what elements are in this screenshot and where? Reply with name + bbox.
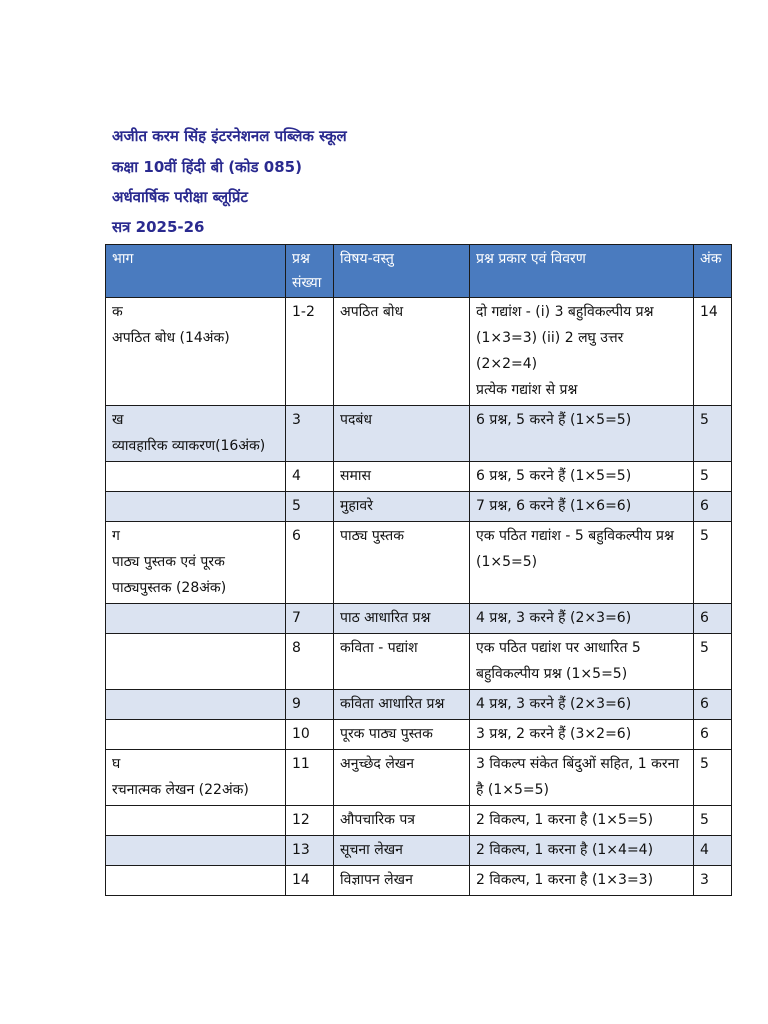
details-cell: 6 प्रश्न, 5 करने हैं (1×5=5): [470, 462, 694, 492]
details-cell: 3 प्रश्न, 2 करने हैं (3×2=6): [470, 720, 694, 750]
marks-cell: 3: [694, 866, 732, 896]
table-row: [106, 690, 732, 720]
details-cell: 2 विकल्प, 1 करना है (1×4=4): [470, 836, 694, 866]
question-number-cell: 11: [286, 750, 334, 806]
question-number-cell: 3: [286, 406, 334, 462]
topic-cell: सूचना लेखन: [334, 836, 470, 866]
marks-cell: 6: [694, 690, 732, 720]
table-row: [106, 720, 732, 750]
section-cell: [106, 836, 286, 866]
topic-cell: विज्ञापन लेखन: [334, 866, 470, 896]
section-cell: क अपठित बोध (14अंक): [106, 298, 286, 406]
marks-cell: 5: [694, 462, 732, 492]
school-name: अजीत करम सिंह इंटरनेशनल पब्लिक स्कूल: [112, 127, 347, 145]
marks-cell: 6: [694, 492, 732, 522]
details-cell: 4 प्रश्न, 3 करने हैं (2×3=6): [470, 690, 694, 720]
question-number-cell: 1-2: [286, 298, 334, 406]
section-cell: ख व्यावहारिक व्याकरण(16अंक): [106, 406, 286, 462]
table-row: [106, 634, 732, 690]
table-row: [106, 298, 732, 406]
marks-cell: 5: [694, 522, 732, 604]
question-number-cell: 7: [286, 604, 334, 634]
table-row: [106, 750, 732, 806]
section-cell: [106, 690, 286, 720]
table-row: [106, 522, 732, 604]
marks-cell: 5: [694, 634, 732, 690]
details-cell: एक पठित गद्यांश - 5 बहुविकल्पीय प्रश्न (1×5=5): [470, 522, 694, 604]
details-cell: 3 विकल्प संकेत बिंदुओं सहित, 1 करना है (1×5=5): [470, 750, 694, 806]
question-number-cell: 9: [286, 690, 334, 720]
session-line: सत्र 2025-26: [112, 218, 205, 236]
table-row: [106, 406, 732, 462]
column-header-section: भाग: [106, 245, 286, 298]
marks-cell: 5: [694, 750, 732, 806]
topic-cell: औपचारिक पत्र: [334, 806, 470, 836]
table-header-row: [106, 245, 732, 298]
section-cell: ग पाठ्य पुस्तक एवं पूरक पाठ्यपुस्तक (28अंक): [106, 522, 286, 604]
section-cell: [106, 462, 286, 492]
marks-cell: 4: [694, 836, 732, 866]
table-row: [106, 836, 732, 866]
column-header-details: प्रश्न प्रकार एवं विवरण: [470, 245, 694, 298]
topic-cell: पदबंध: [334, 406, 470, 462]
section-cell: [106, 634, 286, 690]
marks-cell: 5: [694, 806, 732, 836]
marks-cell: 14: [694, 298, 732, 406]
details-cell: 7 प्रश्न, 6 करने हैं (1×6=6): [470, 492, 694, 522]
details-cell: 2 विकल्प, 1 करना है (1×5=5): [470, 806, 694, 836]
details-cell: एक पठित पद्यांश पर आधारित 5 बहुविकल्पीय प्रश्न (1×5=5): [470, 634, 694, 690]
column-header-marks: अंक: [694, 245, 732, 298]
column-header-topic: विषय-वस्तु: [334, 245, 470, 298]
topic-cell: अपठित बोध: [334, 298, 470, 406]
question-number-cell: 13: [286, 836, 334, 866]
question-number-cell: 6: [286, 522, 334, 604]
marks-cell: 5: [694, 406, 732, 462]
details-cell: 2 विकल्प, 1 करना है (1×3=3): [470, 866, 694, 896]
section-cell: [106, 492, 286, 522]
blueprint-table: [105, 244, 732, 896]
topic-cell: मुहावरे: [334, 492, 470, 522]
question-number-cell: 12: [286, 806, 334, 836]
topic-cell: पूरक पाठ्य पुस्तक: [334, 720, 470, 750]
question-number-cell: 10: [286, 720, 334, 750]
class-line: कक्षा 10वीं हिंदी बी (कोड 085): [112, 158, 302, 176]
marks-cell: 6: [694, 720, 732, 750]
topic-cell: पाठ्य पुस्तक: [334, 522, 470, 604]
question-number-cell: 5: [286, 492, 334, 522]
section-cell: [106, 866, 286, 896]
question-number-cell: 4: [286, 462, 334, 492]
exam-title: अर्धवार्षिक परीक्षा ब्लूप्रिंट: [112, 188, 248, 206]
details-cell: दो गद्यांश - (i) 3 बहुविकल्पीय प्रश्न (1×3=3) (ii) 2 लघु उत्तर (2×2=4) प्रत्येक गद्यांश से प्रश्न: [470, 298, 694, 406]
topic-cell: समास: [334, 462, 470, 492]
section-cell: [106, 806, 286, 836]
details-cell: 6 प्रश्न, 5 करने हैं (1×5=5): [470, 406, 694, 462]
table-row: [106, 462, 732, 492]
question-number-cell: 8: [286, 634, 334, 690]
table-row: [106, 866, 732, 896]
column-header-question-number: प्रश्न संख्या: [286, 245, 334, 298]
section-cell: [106, 720, 286, 750]
details-cell: 4 प्रश्न, 3 करने हैं (2×3=6): [470, 604, 694, 634]
table-row: [106, 806, 732, 836]
table-row: [106, 604, 732, 634]
topic-cell: कविता आधारित प्रश्न: [334, 690, 470, 720]
table-row: [106, 492, 732, 522]
topic-cell: अनुच्छेद लेखन: [334, 750, 470, 806]
marks-cell: 6: [694, 604, 732, 634]
section-cell: [106, 604, 286, 634]
topic-cell: पाठ आधारित प्रश्न: [334, 604, 470, 634]
section-cell: घ रचनात्मक लेखन (22अंक): [106, 750, 286, 806]
topic-cell: कविता - पद्यांश: [334, 634, 470, 690]
question-number-cell: 14: [286, 866, 334, 896]
